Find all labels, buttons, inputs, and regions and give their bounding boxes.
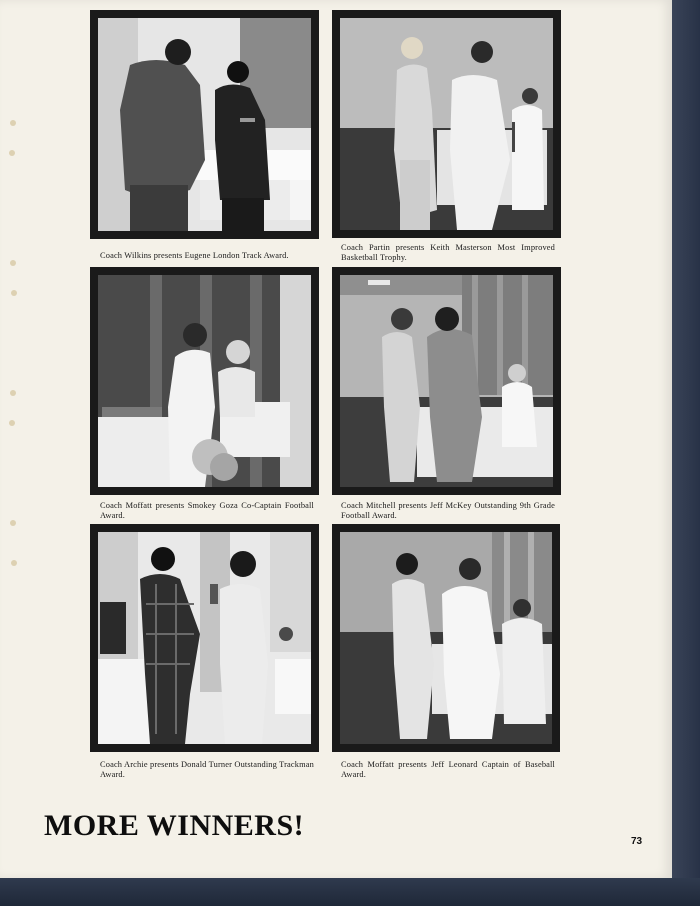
caption-3: Coach Moffatt presents Smokey Goza Co-Captain Football Award.	[100, 501, 314, 520]
photo-4-image	[332, 267, 561, 495]
photo-award-5	[90, 524, 319, 752]
caption-6: Coach Moffatt presents Jeff Leonard Captain of Baseball Award.	[341, 760, 555, 779]
photo-award-4	[332, 267, 561, 495]
page-title: MORE WINNERS!	[44, 809, 305, 842]
photo-1-image	[90, 10, 319, 239]
book-cover-bottom	[0, 878, 700, 906]
photo-award-1	[90, 10, 319, 239]
caption-5: Coach Archie presents Donald Turner Outstanding Trackman Award.	[100, 760, 314, 779]
photo-award-3	[90, 267, 319, 495]
caption-1: Coach Wilkins presents Eugene London Track Award.	[100, 251, 289, 260]
caption-2: Coach Partin presents Keith Masterson Most Improved Basketball Trophy.	[341, 243, 555, 262]
photo-3-image	[90, 267, 319, 495]
photo-5-image	[90, 524, 319, 752]
photo-award-6	[332, 524, 560, 752]
book-cover-edge	[672, 0, 700, 906]
photo-6-image	[332, 524, 560, 752]
photo-2-image	[332, 10, 561, 238]
page-number: 73	[631, 836, 643, 847]
photo-award-2	[332, 10, 561, 238]
caption-4: Coach Mitchell presents Jeff McKey Outstanding 9th Grade Football Award.	[341, 501, 555, 520]
